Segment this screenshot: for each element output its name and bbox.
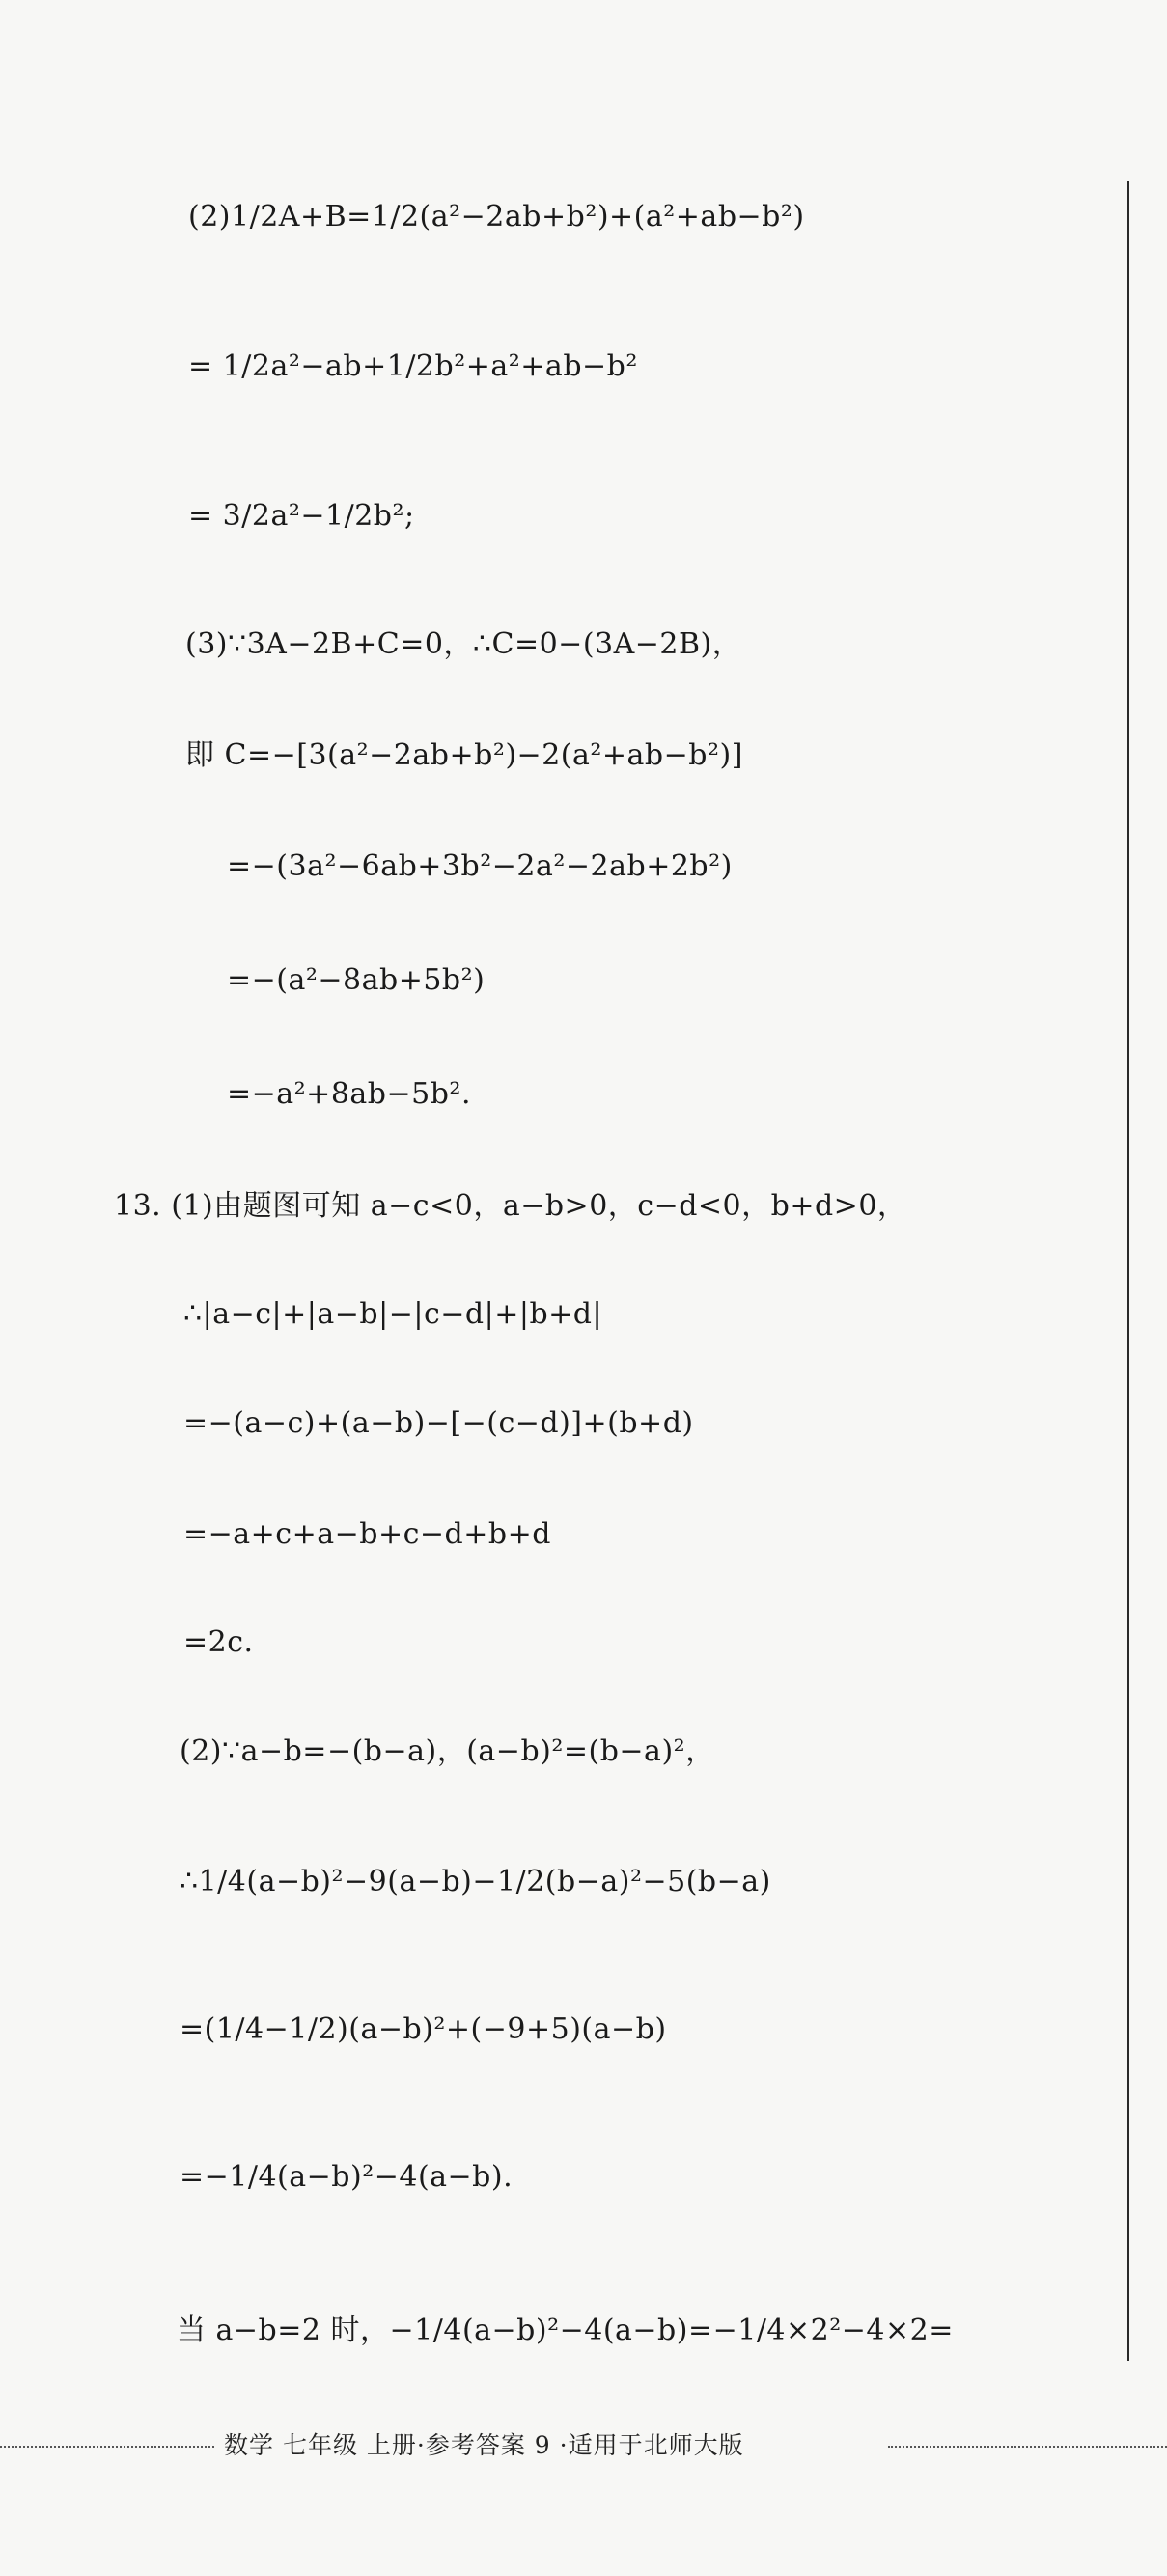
solution-line-6: =−(3a²−6ab+3b²−2a²−2ab+2b²)	[227, 849, 733, 883]
solution-line-5: 即 C=−[3(a²−2ab+b²)−2(a²+ab−b²)]	[185, 738, 743, 772]
footer-left-dotted-rule	[0, 2446, 214, 2448]
right-margin-rule	[1127, 181, 1129, 2361]
problem-13-line-8: =(1/4−1/2)(a−b)²+(−9+5)(a−b)	[180, 2012, 667, 2046]
footer-right-dotted-rule	[888, 2446, 1167, 2448]
problem-13-line-4: =−a+c+a−b+c−d+b+d	[183, 1517, 551, 1551]
solution-line-3: = 3/2a²−1/2b²;	[188, 499, 415, 533]
solution-line-7: =−(a²−8ab+5b²)	[227, 963, 486, 997]
solution-line-4: (3)∵3A−2B+C=0，∴C=0−(3A−2B)，	[185, 627, 742, 661]
problem-13-line-5: =2c.	[183, 1625, 254, 1659]
problem-13-line-9: =−1/4(a−b)²−4(a−b).	[180, 2160, 514, 2194]
problem-13-line-2: ∴|a−c|+|a−b|−|c−d|+|b+d|	[183, 1297, 603, 1331]
problem-13-line-10: 当 a−b=2 时，−1/4(a−b)²−4(a−b)=−1/4×2²−4×2=	[177, 2313, 954, 2347]
problem-13-line-3: =−(a−c)+(a−b)−[−(c−d)]+(b+d)	[183, 1406, 694, 1440]
solution-line-1: (2)1/2A+B=1/2(a²−2ab+b²)+(a²+ab−b²)	[188, 200, 805, 234]
problem-13-line-7: ∴1/4(a−b)²−9(a−b)−1/2(b−a)²−5(b−a)	[180, 1865, 771, 1898]
footer-text: 数学 七年级 上册·参考答案 9 ·适用于北师大版	[224, 2431, 744, 2459]
solution-line-2: = 1/2a²−ab+1/2b²+a²+ab−b²	[188, 349, 638, 383]
solution-line-8: =−a²+8ab−5b².	[227, 1077, 471, 1111]
problem-13-line-1: 13. (1)由题图可知 a−c<0，a−b>0，c−d<0，b+d>0，	[114, 1189, 907, 1223]
problem-13-line-6: (2)∵a−b=−(b−a)，(a−b)²=(b−a)²，	[180, 1734, 715, 1768]
page-footer	[0, 2424, 1167, 2467]
